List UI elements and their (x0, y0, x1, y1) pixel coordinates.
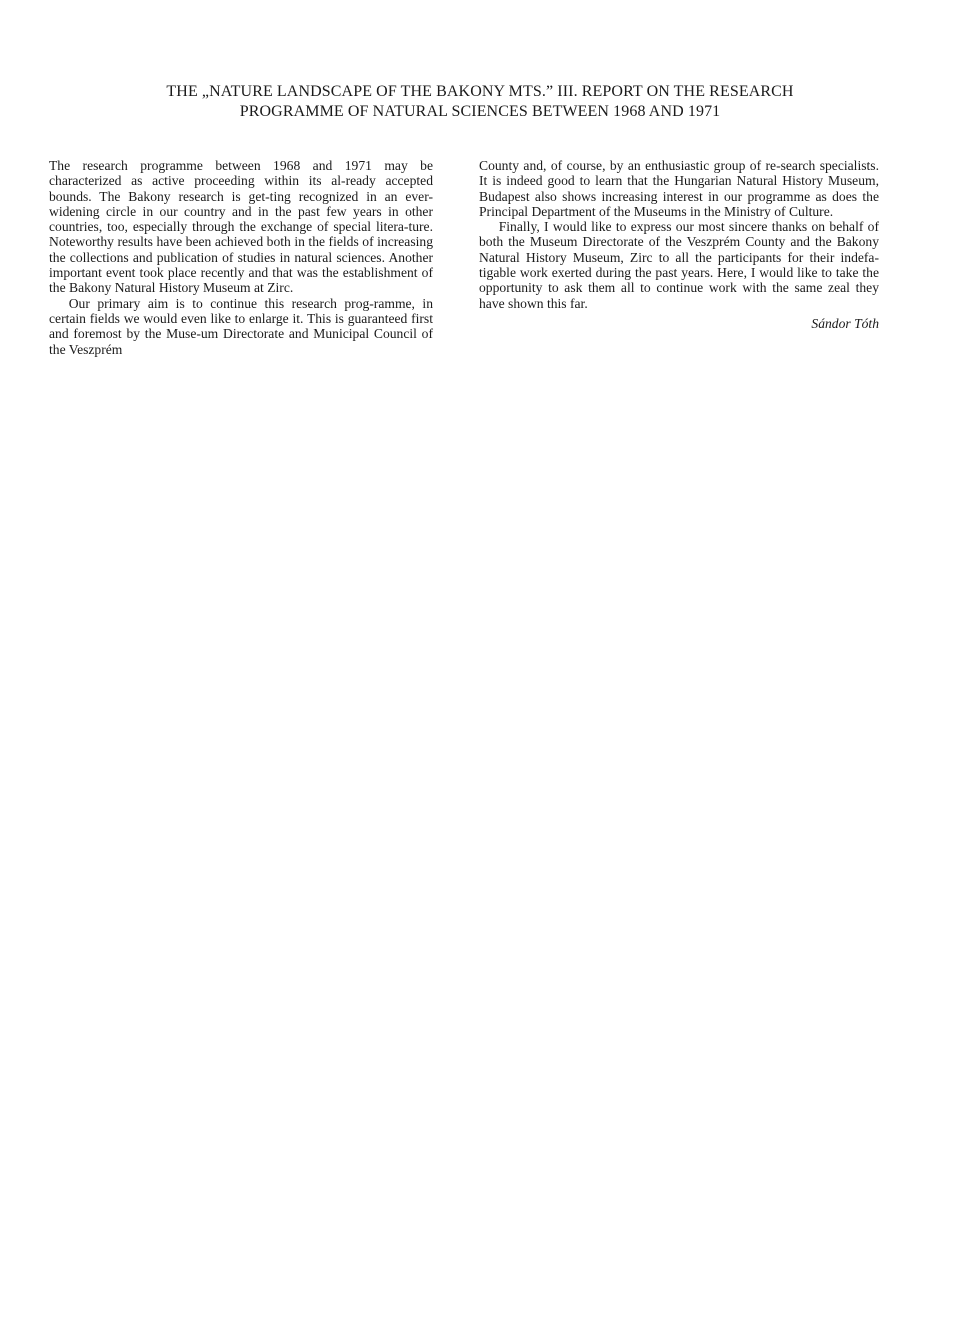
document-title (60, 82, 900, 122)
author-signature: Sándor Tóth (811, 315, 879, 331)
title-line-2: PROGRAMME OF NATURAL SCIENCES BETWEEN 1968 AND 1971 (239, 103, 721, 120)
paragraph: Finally, I would like to express our most sincere thanks on behalf of both the Museum Directorate of the Veszprém County and the Bakony Natural History Museum, Zirc to all the participants for their indefa-tigable work exerted during the past years. Here, I would like to take the opportunity to ask them all to continue work with the same zeal they have shown this far. (479, 219, 879, 311)
paragraph: Our primary aim is to continue this research prog-ramme, in certain fields we would even like to enlarge it. This is guaranteed first and foremost by the Muse-um Directorate and Municipal Council of the Veszprém (49, 295, 433, 357)
title-line-1: THE „NATURE LANDSCAPE OF THE BAKONY MTS.” III. REPORT ON THE RESEARCH (166, 83, 794, 100)
left-column (49, 158, 433, 357)
paragraph: The research programme between 1968 and 1971 may be characterized as active proceeding within its al-ready accepted bounds. The Bakony research is get-ting recognized in an ever-widening circle in our country and in the past few years in other countries, too, especially through the exchange of special litera-ture. Noteworthy results have been achieved both in the fields of increasing the collections and publication of studies in natural sciences. Another important event took place recently and that was the establishment of the Bakony Natural History Museum at Zirc. (49, 158, 433, 296)
right-column (479, 158, 879, 332)
paragraph: County and, of course, by an enthusiastic group of re-search specialists. It is indeed good to learn that the Hungarian Natural History Museum, Budapest also shows increasing interest in our programme as does the Principal Department of the Museums in the Ministry of Culture. (479, 158, 879, 219)
